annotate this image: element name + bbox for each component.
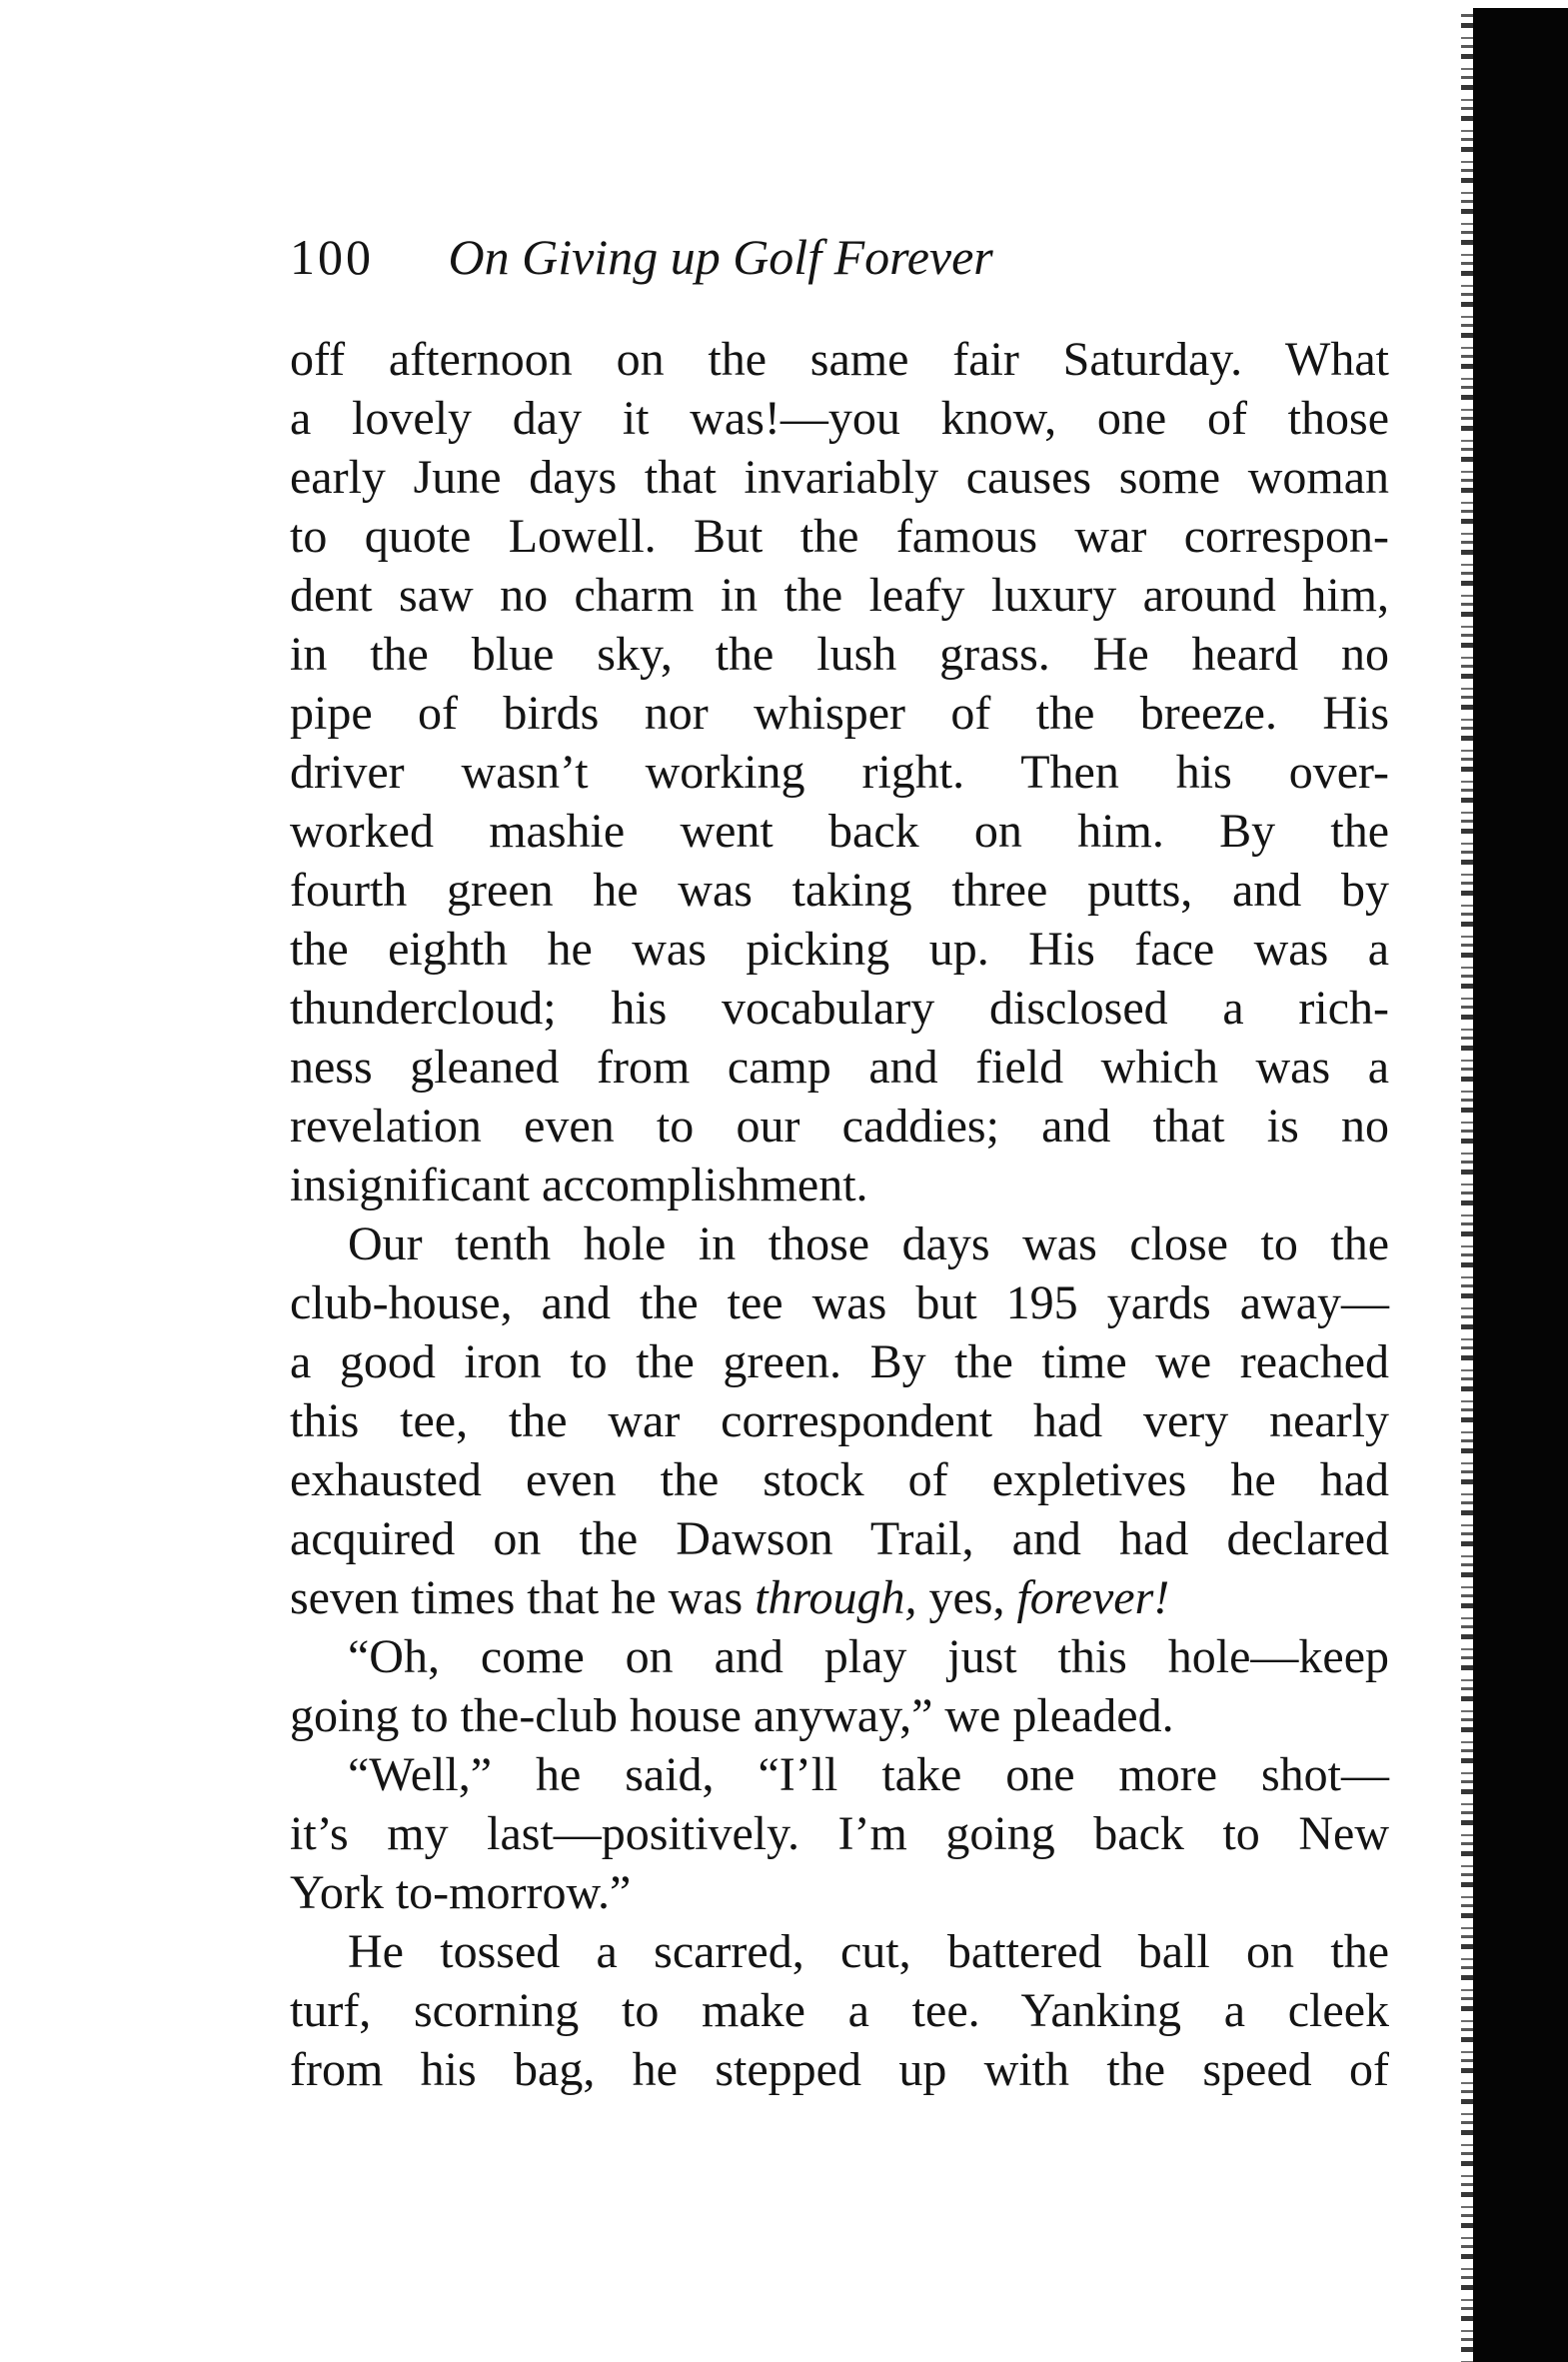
text-line: a good iron to the green. By the time we reached	[290, 1335, 1389, 1388]
text-run: seven times that he was	[290, 1571, 756, 1624]
text-line: “Oh, come on and play just this hole—keep	[348, 1630, 1389, 1683]
text-line: to quote Lowell. But the famous war correspon-	[290, 510, 1389, 563]
body-text	[290, 330, 1389, 2099]
scan-edge	[1473, 8, 1568, 2362]
text-line: “Well,” he said, “I’ll take one more shot—	[348, 1748, 1389, 1801]
text-line: it’s my last—positively. I’m going back to New	[290, 1807, 1389, 1860]
text-line: fourth green he was taking three putts, and by	[290, 864, 1389, 917]
text-line: the eighth he was picking up. His face was a	[290, 923, 1389, 976]
emphasis-forever: forever!	[1016, 1571, 1170, 1624]
text-line: revelation even to our caddies; and that is no	[290, 1100, 1389, 1153]
text-line: thundercloud; his vocabulary disclosed a rich-	[290, 982, 1389, 1035]
text-line: early June days that invariably causes some woman	[290, 451, 1389, 504]
running-title: On Giving up Golf Forever	[448, 229, 993, 285]
text-line: acquired on the Dawson Trail, and had declared	[290, 1512, 1389, 1565]
text-line: in the blue sky, the lush grass. He heard no	[290, 628, 1389, 681]
text-line: Our tenth hole in those days was close to the	[348, 1217, 1389, 1270]
text-line: worked mashie went back on him. By the	[290, 805, 1389, 858]
text-line: a lovely day it was!—you know, one of those	[290, 392, 1389, 445]
running-header	[290, 222, 1399, 292]
text-line: exhausted even the stock of expletives he had	[290, 1453, 1389, 1506]
text-line: driver wasn’t working right. Then his over-	[290, 746, 1389, 799]
text-line: from his bag, he stepped up with the speed of	[290, 2043, 1389, 2096]
text-line: He tossed a scarred, cut, battered ball on the	[348, 1925, 1389, 1978]
text-line-emphasis	[290, 1568, 1389, 1627]
text-line: ness gleaned from camp and field which was a	[290, 1041, 1389, 1094]
text-line: this tee, the war correspondent had very nearly	[290, 1394, 1389, 1447]
text-line: York to-morrow.”	[290, 1866, 632, 1919]
text-line: pipe of birds nor whisper of the breeze. His	[290, 687, 1389, 740]
text-line: dent saw no charm in the leafy luxury around him,	[290, 569, 1389, 622]
text-line: off afternoon on the same fair Saturday. What	[290, 333, 1389, 386]
text-line: going to the-club house anyway,” we pleaded.	[290, 1689, 1174, 1742]
emphasis-through: through,	[755, 1571, 917, 1624]
text-line: turf, scorning to make a tee. Yanking a cleek	[290, 1984, 1389, 2037]
text-line: insignificant accomplishment.	[290, 1159, 868, 1211]
text-line: club-house, and the tee was but 195 yards away—	[290, 1276, 1389, 1329]
text-run: yes,	[916, 1571, 1017, 1624]
page-number: 100	[290, 229, 374, 285]
